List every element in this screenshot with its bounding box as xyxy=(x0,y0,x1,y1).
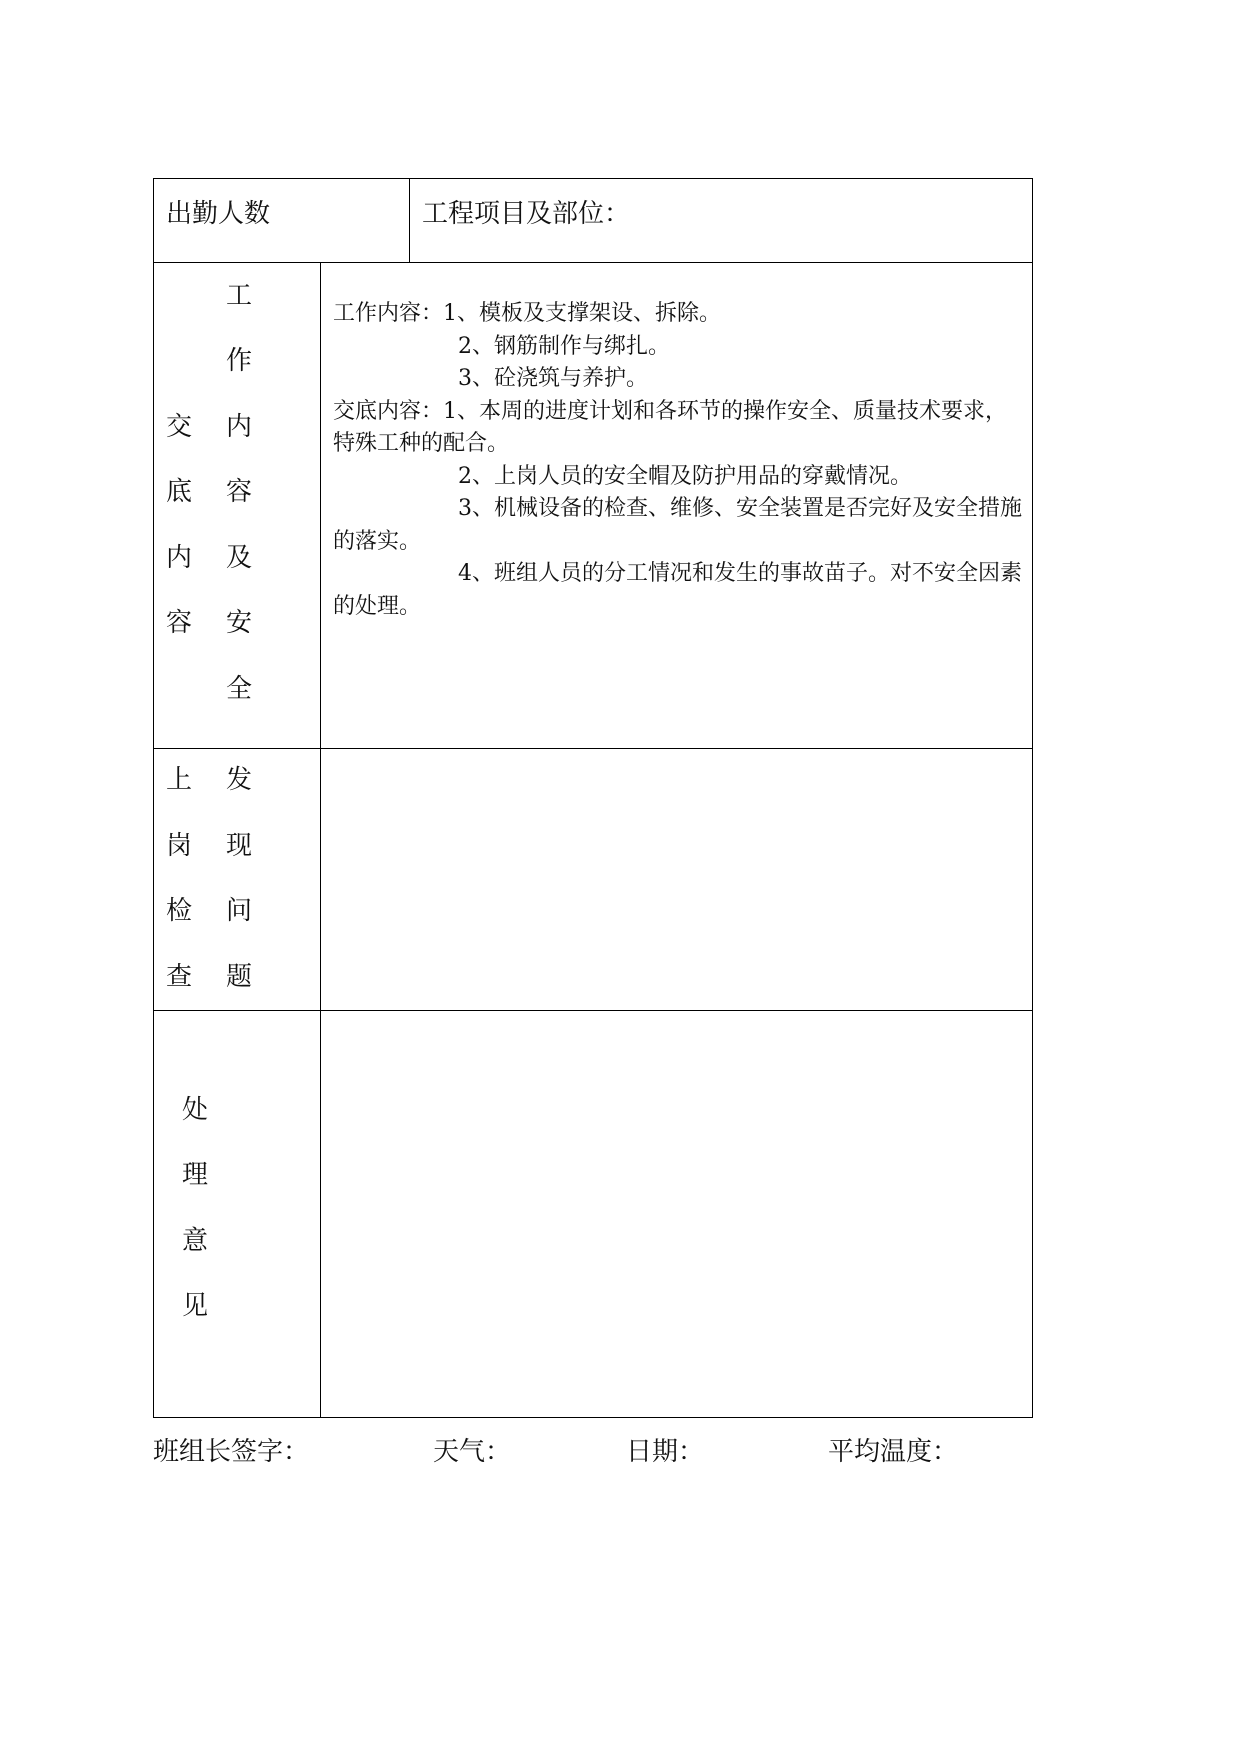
date-label: 日期： xyxy=(626,1437,705,1467)
inspection-inner-char: 发 xyxy=(225,765,252,795)
label-column-divider xyxy=(320,262,321,1418)
inspection-outer-char: 查 xyxy=(165,962,192,992)
project-location-label: 工程项目及部位： xyxy=(422,199,631,229)
table-border-bottom xyxy=(153,1417,1033,1418)
inspection-inner-char: 现 xyxy=(225,831,252,861)
work-content-line: 工作内容：1、模板及支撑架设、拆除。 xyxy=(333,301,721,326)
handling-label-char: 处 xyxy=(181,1095,208,1125)
table-divider-header xyxy=(153,262,1033,263)
inspection-outer-char: 岗 xyxy=(165,831,192,861)
inspection-outer-char: 检 xyxy=(165,896,192,926)
briefing-inner-char: 容 xyxy=(225,477,252,507)
work-content-line: 2、钢筋制作与绑扎。 xyxy=(458,333,670,359)
briefing-outer-char: 交 xyxy=(165,412,192,442)
briefing-inner-char: 内 xyxy=(225,412,252,442)
briefing-inner-char: 工 xyxy=(225,281,252,311)
table-border-left xyxy=(153,178,154,1418)
briefing-content-line: 2、上岗人员的安全帽及防护用品的穿戴情况。 xyxy=(458,463,912,489)
work-content-line: 3、砼浇筑与养护。 xyxy=(458,366,648,391)
attendance-label: 出勤人数 xyxy=(166,199,271,229)
briefing-inner-char: 及 xyxy=(225,543,252,573)
briefing-content xyxy=(333,298,1026,623)
weather-label: 天气： xyxy=(433,1437,512,1467)
inspection-inner-char: 题 xyxy=(225,962,252,992)
briefing-outer-char: 内 xyxy=(165,543,192,573)
handling-label-char: 意 xyxy=(181,1226,208,1256)
inspection-outer-char: 上 xyxy=(165,765,192,795)
briefing-inner-char: 安 xyxy=(225,608,252,638)
table-border-right xyxy=(1032,178,1033,1418)
briefing-content-line: 交底内容：1、本周的进度计划和各环节的操作安全、质量技术要求，特殊工种的配合。 xyxy=(333,398,1007,456)
header-column-divider xyxy=(409,178,410,263)
handling-label-char: 理 xyxy=(181,1160,208,1190)
briefing-inner-char: 作 xyxy=(225,346,252,376)
table-border-top xyxy=(153,178,1033,179)
average-temperature-label: 平均温度： xyxy=(828,1437,959,1467)
team-leader-signature-label: 班组长签字： xyxy=(153,1437,310,1467)
table-divider-briefing xyxy=(153,748,1033,749)
handling-label-char: 见 xyxy=(181,1291,208,1321)
table-divider-inspection xyxy=(153,1010,1033,1011)
briefing-outer-char: 容 xyxy=(165,608,192,638)
briefing-content-line: 4、班组人员的分工情况和发生的事故苗子。对不安全因素的处理。 xyxy=(333,561,1022,619)
briefing-content-line: 3、机械设备的检查、维修、安全装置是否完好及安全措施的落实。 xyxy=(333,496,1022,554)
briefing-outer-char: 底 xyxy=(165,477,192,507)
briefing-inner-char: 全 xyxy=(225,674,252,704)
inspection-inner-char: 问 xyxy=(225,896,252,926)
